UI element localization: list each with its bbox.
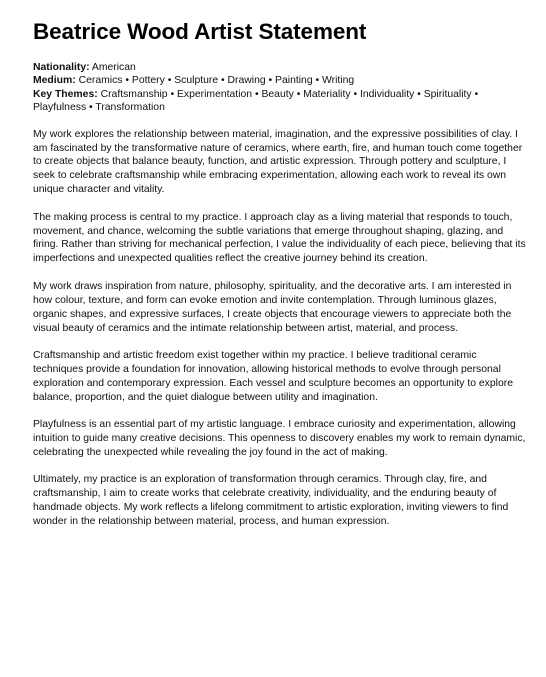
paragraph: My work explores the relationship between material, imagination, and the expressive possibilities of clay. I am fascinated by the transformative nature of ceramics, where earth, fire, and human touch come together to create objects that balance beauty, function, and artistic expression. Through pottery and sculpture, I seek to celebrate craftsmanship while embracing experimentation, allowing each work to reveal its own unique character and vitality. xyxy=(33,128,523,196)
paragraph: The making process is central to my practice. I approach clay as a living material that responds to touch, movement, and chance, welcoming the subtle variations that emerge throughout shaping, glazing, and firing. Rather than striving for mechanical perfection, I value the individuality of each piece, believing that its imperfections and unexpected qualities reflect the creative journey behind its creation. xyxy=(33,211,526,265)
paragraph: Ultimately, my practice is an exploration of transformation through ceramics. Through clay, fire, and craftsmanship, I aim to create works that celebrate creativity, individuality, and the enduring beauty of handmade objects. My work reflects a lifelong commitment to artistic exploration, inviting viewers to find wonder in the relationship between material, process, and human expression. xyxy=(33,474,509,527)
metadata-block xyxy=(33,61,528,115)
paragraph: Craftsmanship and artistic freedom exist together within my practice. I believe traditional ceramic techniques provide a foundation for innovation, allowing historical methods to evolve through personal exploration and contemporary expression. Each vessel and sculpture becomes an opportunity to explore balance, proportion, and the quiet dialogue between utility and imagination. xyxy=(33,349,513,403)
nationality-value: American xyxy=(91,62,136,73)
nationality-label: Nationality: xyxy=(33,62,90,73)
paragraph: Playfulness is an essential part of my artistic language. I embrace curiosity and experimentation, allowing intuition to guide many creative decisions. This openness to discovery enables my work to remain dynamic, celebrating the unexpected while revealing the joy found in the act of making. xyxy=(33,419,526,458)
key-themes-label: Key Themes: xyxy=(33,88,98,100)
nationality-row xyxy=(33,61,528,74)
document-title: Beatrice Wood Artist Statement xyxy=(33,19,367,44)
paragraph: My work draws inspiration from nature, philosophy, spirituality, and the decorative arts. I am interested in how colour, texture, and form can evoke emotion and invite contemplation. Through luminous glazes, organic shapes, and expressive surfaces, I create objects that encourage viewers to appreciate both the visual beauty of ceramics and the intimate relationship between artist, material, and process. xyxy=(33,280,512,334)
key-themes-value: Craftsmanship • Experimentation • Beauty • Materiality • Individuality • Spirituality • Playfulness • Transformation xyxy=(33,88,479,114)
key-themes-row xyxy=(33,88,528,115)
medium-value: Ceramics • Pottery • Sculpture • Drawing • Painting • Writing xyxy=(78,75,355,87)
document-page xyxy=(33,17,528,542)
medium-row xyxy=(33,74,528,87)
medium-label: Medium: xyxy=(33,75,76,87)
